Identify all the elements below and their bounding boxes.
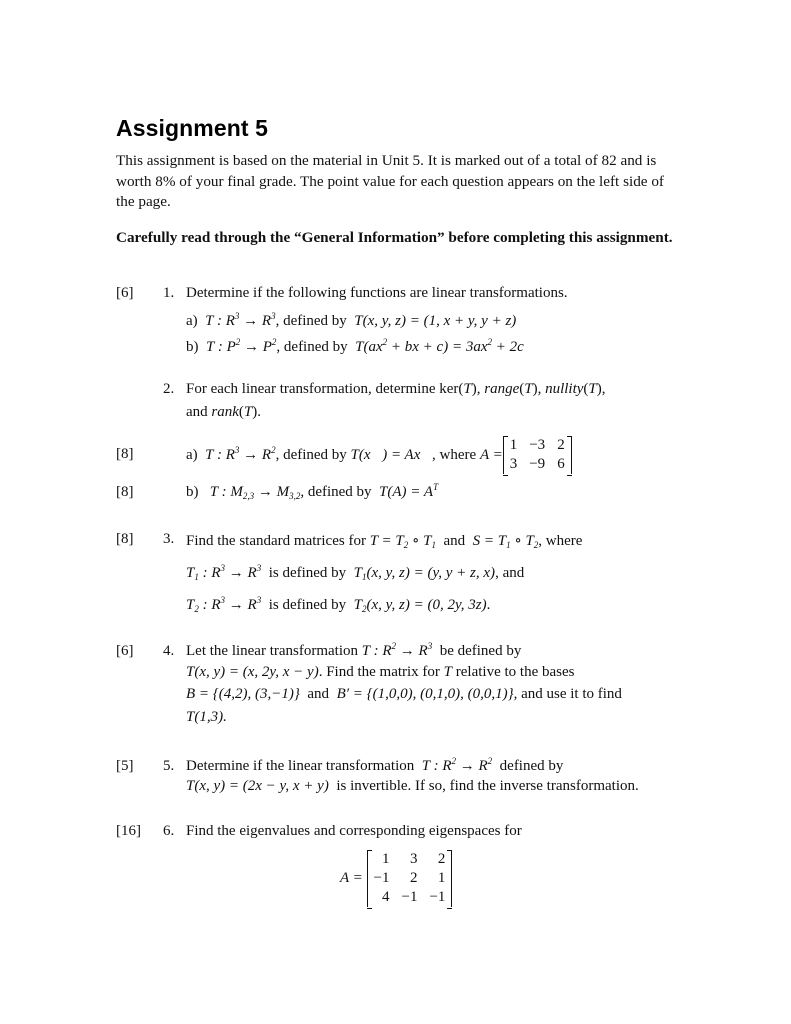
question-points: [6] (116, 285, 134, 301)
question-line (186, 778, 639, 795)
matrix-cell: −3 (529, 437, 546, 453)
part-label: a) (186, 446, 198, 463)
part-connector: , defined by (275, 446, 347, 463)
question-number: 4. (163, 643, 175, 659)
question-text-part: , and (495, 565, 525, 581)
question-points: [16] (116, 823, 141, 839)
part-connector: , defined by (276, 339, 348, 355)
question-points: [8] (116, 531, 134, 547)
math-definition: $T_1(x$, y, z) = (y, y + z, x) (353, 565, 496, 582)
question-part (186, 484, 438, 501)
math-expression: $T = T_2$ ∘ $T_1$ (369, 533, 436, 550)
math-mapping: T : $M_{2,3} \to M_{3,2}$ (209, 484, 301, 501)
question-text-part: be defined by (439, 643, 522, 659)
math-definition: T(x⃗) = Ax⃗ (350, 446, 433, 463)
page-title: Assignment 5 (116, 115, 269, 141)
matrix-name: A = (340, 870, 363, 886)
question-text-part: , where (538, 533, 583, 549)
matrix-cell: 2 (409, 870, 418, 886)
question-text: Determine if the following functions are linear transformations. (186, 285, 568, 301)
question-text-part: is defined by (268, 565, 347, 581)
part-connector: , defined by (300, 484, 372, 500)
question-number: 3. (163, 531, 175, 547)
matrix-A (503, 436, 572, 474)
matrix-cell: 1 (381, 851, 390, 867)
matrix-cell: −1 (429, 889, 446, 905)
question-points: [8] (116, 484, 134, 500)
question-line (186, 565, 524, 582)
question-text-part: is defined by (268, 597, 347, 613)
matrix-name: A = (479, 446, 503, 463)
math-definition: T(x, y, z) = (1, x + y, y + z) (354, 313, 517, 329)
question-part (186, 313, 516, 330)
math-definition: T(x, y) = (x, 2y, x − y) (186, 664, 319, 680)
matrix-cell: 2 (557, 437, 565, 453)
math-mapping: T : $R^2 \to R^2$ (421, 756, 493, 774)
math-mapping: T : $R^3 \to R^3$ (205, 311, 276, 329)
question-text-part: defined by (499, 758, 564, 774)
matrix-A (367, 850, 453, 907)
general-info-notice: Carefully read through the “General Information” before completing this assignment. (116, 229, 673, 246)
math-mapping: T : $P^2 \to P^2$ (206, 337, 277, 355)
question-text-part: For each linear transformation, determine (186, 381, 440, 397)
question-part (186, 433, 572, 477)
part-where: , where (432, 446, 477, 463)
question-text-part: is invertible. If so, find the inverse transformation. (336, 778, 639, 794)
question-part (186, 339, 524, 356)
basis-B: B = {(4,2), (3,−1)} (186, 686, 300, 702)
math-definition: T(x, y) = (2x − y, x + y) (186, 778, 329, 794)
question-line (186, 686, 622, 703)
part-label: b) (186, 484, 199, 500)
question-points: [6] (116, 643, 134, 659)
math-mapping: $T_1$ : $R^3 \to R^3$ (186, 563, 262, 582)
question-text-part: Determine if the linear transformation (186, 758, 415, 774)
question-text-part: relative to the bases (455, 664, 575, 680)
matrix-cell: 1 (437, 870, 446, 886)
matrix-cell: 2 (437, 851, 446, 867)
question-number: 6. (163, 823, 175, 839)
question-line (186, 597, 490, 614)
math-expression: ker(T), range(T), nullity(T), (439, 381, 606, 397)
math-expression: $S = T_1$ ∘ $T_2$ (472, 533, 539, 550)
question-number: 5. (163, 758, 175, 774)
math-symbol: T (443, 664, 453, 680)
matrix-cell: 4 (381, 889, 390, 905)
question-text-part: Let the linear transformation (186, 643, 359, 659)
question-text-continued (186, 404, 261, 421)
question-points: [5] (116, 758, 134, 774)
question-text (186, 643, 521, 660)
math-definition: $T(ax^2$ + bx + $c) = 3ax^2 + 2c$ (355, 337, 524, 355)
question-text-part: and (443, 533, 466, 549)
part-label: a) (186, 313, 198, 329)
question-text-part: , and use it to find (513, 686, 622, 702)
question-text: Find the eigenvalues and corresponding eigenspaces for (186, 823, 522, 839)
question-text-part: . (486, 597, 491, 613)
basis-B-prime: B′ = {(1,0,0), (0,1,0), (0,0,1)} (336, 686, 514, 702)
intro-paragraph: This assignment is based on the material in Unit 5. It is marked out of a total of 82 and is worth 8% of your final grade. The point value for each question appears on the left side of the page. (116, 152, 664, 210)
math-mapping: T : $R^3 \to R^2$ (205, 444, 276, 463)
question-text-part: Find the standard matrices for (186, 533, 366, 549)
question-points: [8] (116, 446, 134, 462)
matrix-cell: 3 (409, 851, 418, 867)
matrix-cell: 6 (557, 456, 565, 472)
question-number: 2. (163, 381, 175, 397)
question-text-part: and (307, 686, 330, 702)
question-text (186, 758, 563, 775)
matrix-cell: −9 (529, 456, 546, 472)
matrix-cell: −1 (401, 889, 418, 905)
math-expression: rank(T). (211, 404, 262, 420)
matrix-cell: −1 (373, 870, 390, 886)
math-mapping: $T_2$ : $R^3 \to R^3$ (186, 595, 262, 614)
math-definition: $T(A) = A^T$ (379, 482, 439, 500)
part-connector: , defined by (275, 313, 347, 329)
question-line (186, 664, 574, 681)
matrix-cell: 1 (509, 437, 518, 453)
matrix-expression (340, 850, 452, 907)
math-mapping: T : $R^2 \to R^3$ (361, 641, 433, 659)
question-text-part: . Find the matrix for (318, 664, 440, 680)
math-definition: $T_2(x$, y, z) = (0, 2y, 3z) (353, 597, 487, 614)
question-text (186, 381, 606, 398)
question-find-value: T(1,3). (186, 709, 227, 725)
question-text-part: and (186, 404, 212, 420)
question-text (186, 531, 582, 550)
matrix-cell: 3 (509, 456, 518, 472)
part-label: b) (186, 339, 199, 355)
question-number: 1. (163, 285, 175, 301)
